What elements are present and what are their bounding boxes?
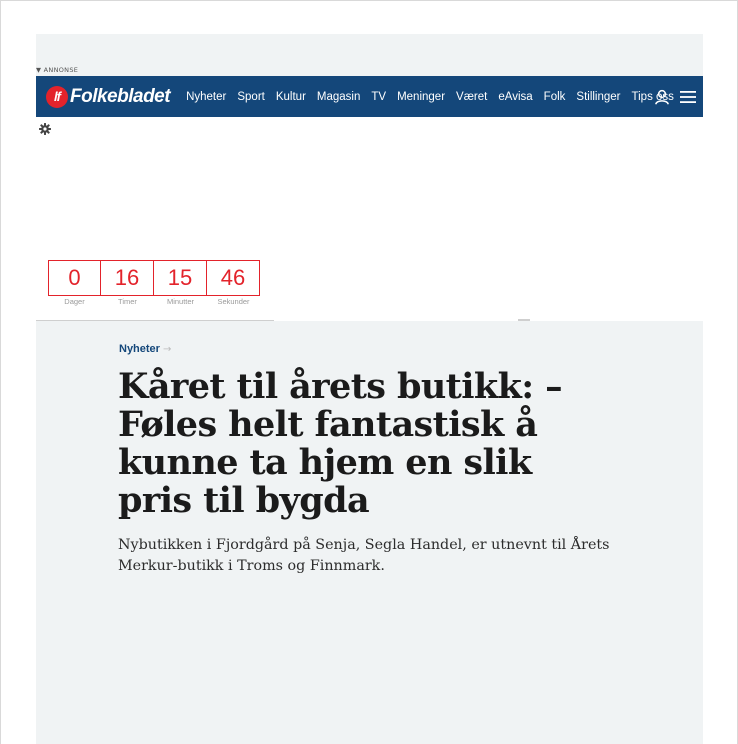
nav-item-kultur[interactable]: Kultur	[275, 90, 306, 103]
arrow-right-icon: →	[162, 343, 172, 355]
ad-label: ▼ ANNONSE	[36, 66, 79, 74]
nav-item-eavisa[interactable]: eAvisa	[498, 90, 533, 103]
countdown-seconds	[207, 260, 260, 306]
countdown-label: Minutter	[166, 297, 195, 306]
countdown-label: Timer	[118, 297, 137, 306]
header-actions	[645, 76, 697, 117]
nav-item-sport[interactable]: Sport	[237, 90, 265, 103]
countdown-days	[48, 260, 101, 306]
site-header	[36, 76, 703, 117]
gear-icon[interactable]	[39, 120, 51, 132]
countdown-value: 16	[101, 260, 154, 296]
main-nav	[186, 90, 674, 103]
breadcrumb	[119, 343, 171, 355]
nav-item-folk[interactable]: Folk	[543, 90, 566, 103]
countdown-value: 0	[48, 260, 101, 296]
nav-item-meninger[interactable]: Meninger	[397, 90, 446, 103]
countdown-value: 46	[207, 260, 260, 296]
countdown-label: Sekunder	[217, 297, 250, 306]
user-icon[interactable]	[653, 88, 671, 106]
nav-item-varet[interactable]: Været	[456, 90, 488, 103]
countdown-value: 15	[154, 260, 207, 296]
breadcrumb-section-link[interactable]: Nyheter	[119, 343, 160, 355]
article-headline: Kåret til årets butikk: – Føles helt fantastisk å kunne ta hjem en slik pris til bygda	[118, 366, 563, 521]
countdown-hours	[101, 260, 154, 306]
nav-item-magasin[interactable]: Magasin	[316, 90, 361, 103]
nav-item-nyheter[interactable]: Nyheter	[186, 90, 227, 103]
logo-mark: lf	[46, 86, 68, 108]
menu-icon[interactable]	[679, 88, 697, 106]
nav-item-tips-oss[interactable]: Tips oss	[631, 90, 674, 103]
countdown-minutes	[154, 260, 207, 306]
countdown-timer	[48, 260, 260, 306]
ad-divider-tick	[518, 319, 530, 321]
ad-banner[interactable]	[36, 117, 703, 321]
article-lead: Nybutikken i Fjordgård på Senja, Segla Handel, er utnevnt til Årets Merkur-butikk i Troms og Finnmark.	[118, 537, 610, 574]
logo-text: Folkebladet	[70, 85, 171, 107]
site-logo[interactable]	[46, 76, 170, 117]
ad-divider	[36, 320, 274, 321]
nav-item-stillinger[interactable]: Stillinger	[576, 90, 621, 103]
countdown-label: Dager	[64, 297, 85, 306]
nav-item-tv[interactable]: TV	[371, 90, 387, 103]
